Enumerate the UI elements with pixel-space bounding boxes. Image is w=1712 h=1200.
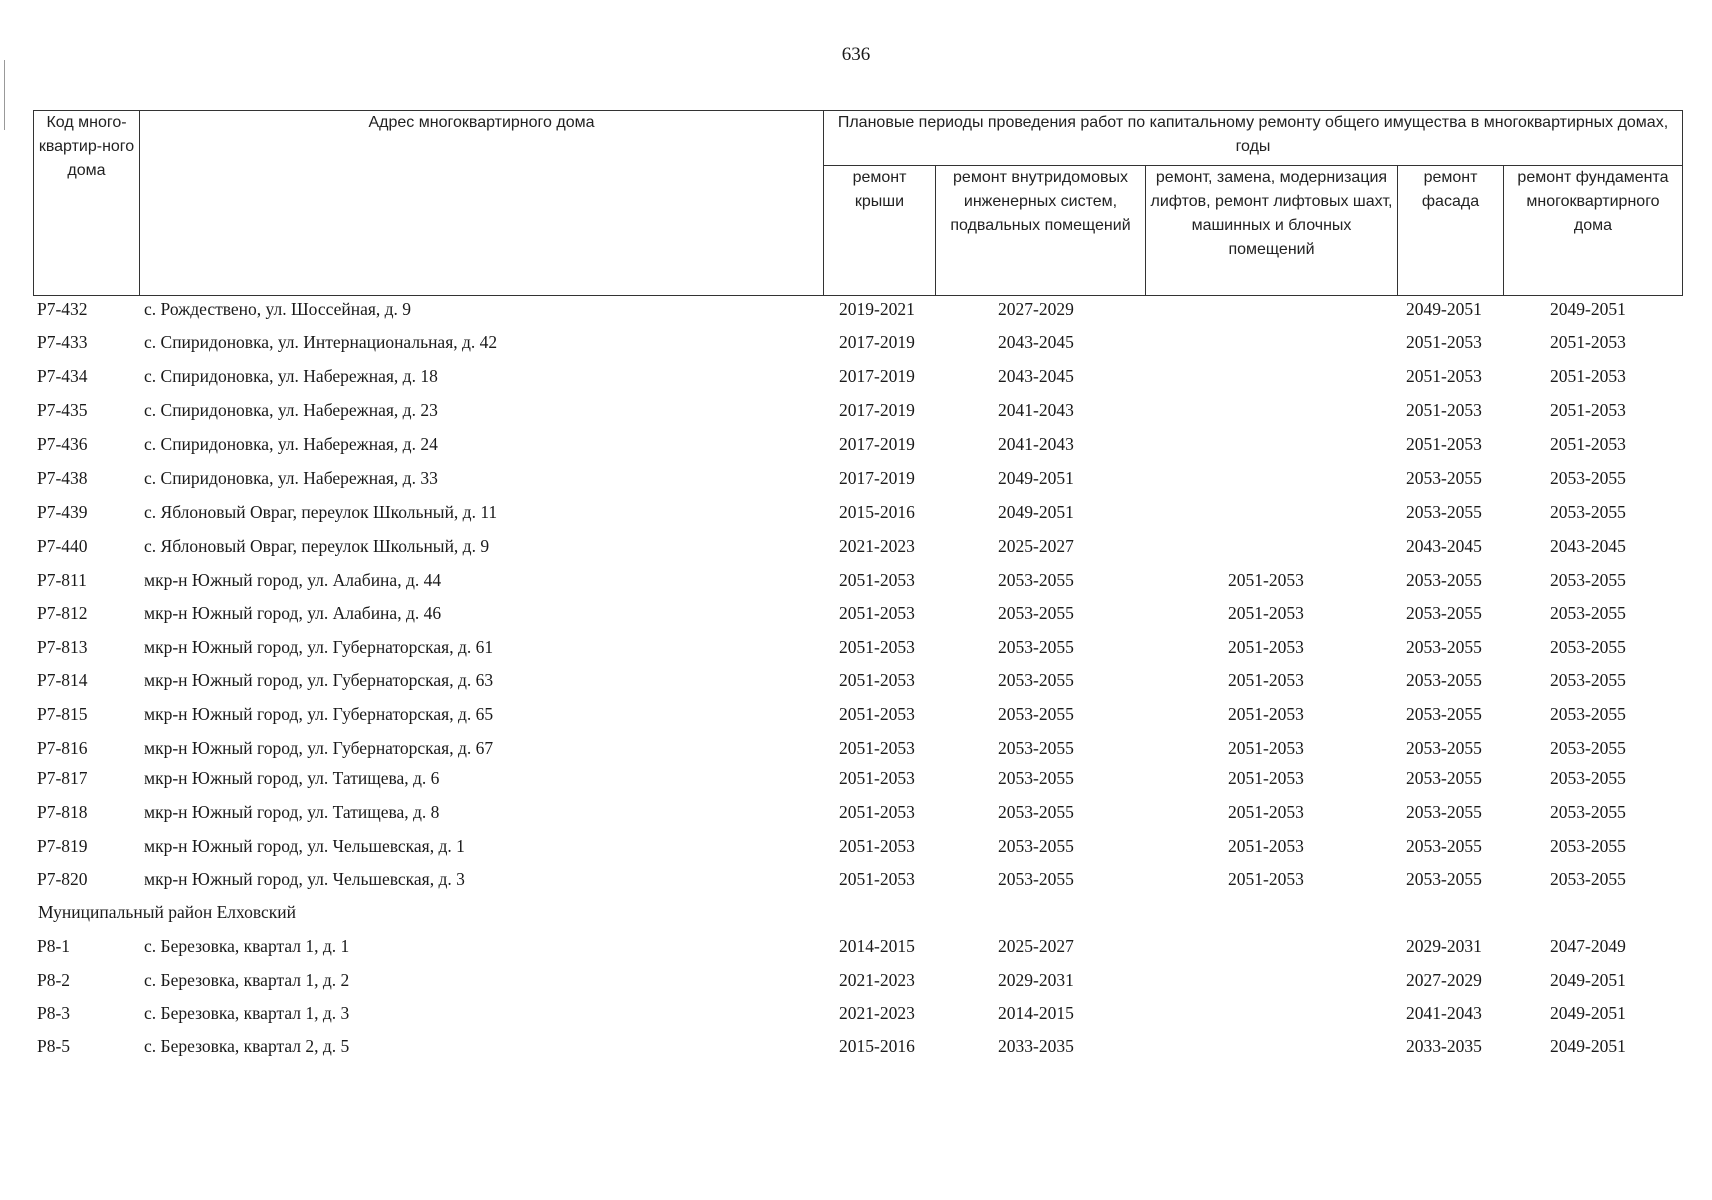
cell-roof: 2021-2023 — [839, 536, 915, 556]
cell-code: Р7-816 — [37, 738, 88, 758]
cell-engineering: 2053-2055 — [998, 738, 1074, 758]
header-engineering: ремонт внутридомовых инженерных систем, подвальных помещений — [936, 166, 1146, 296]
cell-foundation: 2043-2045 — [1550, 536, 1626, 556]
cell-roof: 2021-2023 — [839, 970, 915, 990]
cell-roof: 2051-2053 — [839, 704, 915, 724]
cell-facade: 2053-2055 — [1406, 738, 1482, 758]
cell-facade: 2053-2055 — [1406, 603, 1482, 623]
cell-roof: 2015-2016 — [839, 502, 915, 522]
cell-code: Р7-436 — [37, 434, 88, 454]
cell-foundation: 2051-2053 — [1550, 434, 1626, 454]
cell-engineering: 2053-2055 — [998, 670, 1074, 690]
cell-facade: 2053-2055 — [1406, 869, 1482, 889]
cell-code: Р7-813 — [37, 637, 88, 657]
cell-engineering: 2014-2015 — [998, 1003, 1074, 1023]
cell-foundation: 2053-2055 — [1550, 468, 1626, 488]
cell-foundation: 2049-2051 — [1550, 299, 1626, 319]
cell-engineering: 2043-2045 — [998, 366, 1074, 386]
cell-foundation: 2049-2051 — [1550, 970, 1626, 990]
cell-facade: 2053-2055 — [1406, 502, 1482, 522]
cell-facade: 2051-2053 — [1406, 366, 1482, 386]
cell-engineering: 2053-2055 — [998, 570, 1074, 590]
cell-engineering: 2053-2055 — [998, 704, 1074, 724]
scan-edge-line — [4, 60, 5, 130]
cell-engineering: 2053-2055 — [998, 802, 1074, 822]
cell-address: с. Спиридоновка, ул. Интернациональная, д. 42 — [144, 332, 498, 352]
cell-roof: 2051-2053 — [839, 570, 915, 590]
cell-engineering: 2025-2027 — [998, 936, 1074, 956]
cell-address: мкр-н Южный город, ул. Губернаторская, д. 63 — [144, 670, 494, 690]
cell-roof: 2051-2053 — [839, 836, 915, 856]
cell-roof: 2017-2019 — [839, 434, 915, 454]
cell-address: с. Спиридоновка, ул. Набережная, д. 23 — [144, 400, 438, 420]
cell-code: Р7-433 — [37, 332, 88, 352]
cell-roof: 2017-2019 — [839, 332, 915, 352]
cell-facade: 2053-2055 — [1406, 768, 1482, 788]
header-roof: ремонт крыши — [824, 166, 936, 296]
cell-facade: 2027-2029 — [1406, 970, 1482, 990]
cell-roof: 2051-2053 — [839, 802, 915, 822]
cell-foundation: 2053-2055 — [1550, 637, 1626, 657]
cell-facade: 2051-2053 — [1406, 434, 1482, 454]
cell-code: Р7-814 — [37, 670, 88, 690]
cell-code: Р7-434 — [37, 366, 88, 386]
header-address: Адрес многоквартирного дома — [140, 111, 824, 296]
cell-address: мкр-н Южный город, ул. Татищева, д. 6 — [144, 768, 440, 788]
cell-roof: 2015-2016 — [839, 1036, 915, 1056]
cell-roof: 2051-2053 — [839, 768, 915, 788]
cell-code: Р7-439 — [37, 502, 88, 522]
cell-code: Р7-820 — [37, 869, 88, 889]
cell-roof: 2051-2053 — [839, 738, 915, 758]
table-header — [33, 110, 1683, 296]
cell-code: Р8-1 — [37, 936, 71, 956]
cell-address: мкр-н Южный город, ул. Алабина, д. 44 — [144, 570, 442, 590]
cell-address: мкр-н Южный город, ул. Алабина, д. 46 — [144, 603, 442, 623]
cell-foundation: 2053-2055 — [1550, 802, 1626, 822]
cell-roof: 2051-2053 — [839, 670, 915, 690]
cell-code: Р8-5 — [37, 1036, 71, 1056]
cell-engineering: 2033-2035 — [998, 1036, 1074, 1056]
cell-engineering: 2027-2029 — [998, 299, 1074, 319]
cell-facade: 2053-2055 — [1406, 570, 1482, 590]
cell-facade: 2053-2055 — [1406, 468, 1482, 488]
cell-facade: 2051-2053 — [1406, 332, 1482, 352]
cell-code: Р7-432 — [37, 299, 88, 319]
cell-foundation: 2053-2055 — [1550, 836, 1626, 856]
cell-lifts: 2051-2053 — [1228, 603, 1304, 623]
cell-address: с. Березовка, квартал 2, д. 5 — [144, 1036, 350, 1056]
cell-address: с. Спиридоновка, ул. Набережная, д. 33 — [144, 468, 438, 488]
cell-foundation: 2049-2051 — [1550, 1036, 1626, 1056]
header-code: Код много-квартир-ного дома — [34, 111, 140, 296]
cell-roof: 2021-2023 — [839, 1003, 915, 1023]
cell-engineering: 2053-2055 — [998, 869, 1074, 889]
cell-facade: 2033-2035 — [1406, 1036, 1482, 1056]
cell-address: с. Яблоновый Овраг, переулок Школьный, д. 9 — [144, 536, 490, 556]
cell-code: Р7-440 — [37, 536, 88, 556]
cell-address: с. Березовка, квартал 1, д. 1 — [144, 936, 350, 956]
cell-code: Р7-819 — [37, 836, 88, 856]
cell-address: мкр-н Южный город, ул. Татищева, д. 8 — [144, 802, 440, 822]
header-periods: Плановые периоды проведения работ по капитальному ремонту общего имущества в многоквартирных домах, годы — [824, 111, 1683, 166]
cell-code: Р7-811 — [37, 570, 87, 590]
cell-roof: 2014-2015 — [839, 936, 915, 956]
cell-foundation: 2053-2055 — [1550, 768, 1626, 788]
cell-roof: 2051-2053 — [839, 603, 915, 623]
cell-foundation: 2051-2053 — [1550, 400, 1626, 420]
cell-engineering: 2049-2051 — [998, 468, 1074, 488]
cell-address: мкр-н Южный город, ул. Чельшевская, д. 3 — [144, 869, 465, 889]
cell-lifts: 2051-2053 — [1228, 869, 1304, 889]
cell-facade: 2053-2055 — [1406, 836, 1482, 856]
cell-engineering: 2041-2043 — [998, 400, 1074, 420]
cell-roof: 2051-2053 — [839, 637, 915, 657]
cell-address: мкр-н Южный город, ул. Губернаторская, д. 61 — [144, 637, 494, 657]
cell-facade: 2053-2055 — [1406, 670, 1482, 690]
cell-engineering: 2029-2031 — [998, 970, 1074, 990]
cell-lifts: 2051-2053 — [1228, 738, 1304, 758]
cell-foundation: 2053-2055 — [1550, 502, 1626, 522]
cell-roof: 2051-2053 — [839, 869, 915, 889]
cell-code: Р8-3 — [37, 1003, 71, 1023]
cell-code: Р7-815 — [37, 704, 88, 724]
cell-facade: 2053-2055 — [1406, 704, 1482, 724]
cell-code: Р7-435 — [37, 400, 88, 420]
cell-code: Р8-2 — [37, 970, 71, 990]
cell-foundation: 2053-2055 — [1550, 570, 1626, 590]
cell-engineering: 2025-2027 — [998, 536, 1074, 556]
cell-facade: 2049-2051 — [1406, 299, 1482, 319]
cell-engineering: 2049-2051 — [998, 502, 1074, 522]
cell-engineering: 2043-2045 — [998, 332, 1074, 352]
cell-facade: 2041-2043 — [1406, 1003, 1482, 1023]
cell-engineering: 2053-2055 — [998, 637, 1074, 657]
cell-roof: 2017-2019 — [839, 468, 915, 488]
cell-address: с. Березовка, квартал 1, д. 3 — [144, 1003, 350, 1023]
cell-address: с. Яблоновый Овраг, переулок Школьный, д. 11 — [144, 502, 498, 522]
cell-foundation: 2049-2051 — [1550, 1003, 1626, 1023]
cell-code: Р7-438 — [37, 468, 88, 488]
cell-lifts: 2051-2053 — [1228, 768, 1304, 788]
cell-code: Р7-812 — [37, 603, 88, 623]
header-foundation: ремонт фундамента многоквартирного дома — [1504, 166, 1683, 296]
cell-foundation: 2053-2055 — [1550, 670, 1626, 690]
cell-address: с. Рождествено, ул. Шоссейная, д. 9 — [144, 299, 412, 319]
header-facade: ремонт фасада — [1398, 166, 1504, 296]
cell-facade: 2043-2045 — [1406, 536, 1482, 556]
cell-foundation: 2053-2055 — [1550, 738, 1626, 758]
cell-facade: 2029-2031 — [1406, 936, 1482, 956]
cell-address: с. Спиридоновка, ул. Набережная, д. 18 — [144, 366, 438, 386]
cell-lifts: 2051-2053 — [1228, 802, 1304, 822]
cell-facade: 2053-2055 — [1406, 802, 1482, 822]
cell-foundation: 2047-2049 — [1550, 936, 1626, 956]
cell-code: Р7-818 — [37, 802, 88, 822]
cell-engineering: 2053-2055 — [998, 768, 1074, 788]
cell-lifts: 2051-2053 — [1228, 704, 1304, 724]
cell-address: мкр-н Южный город, ул. Чельшевская, д. 1 — [144, 836, 465, 856]
cell-foundation: 2053-2055 — [1550, 603, 1626, 623]
header-lifts: ремонт, замена, модернизация лифтов, ремонт лифтовых шахт, машинных и блочных помещений — [1146, 166, 1398, 296]
cell-lifts: 2051-2053 — [1228, 637, 1304, 657]
cell-lifts: 2051-2053 — [1228, 670, 1304, 690]
cell-roof: 2019-2021 — [839, 299, 915, 319]
cell-address: мкр-н Южный город, ул. Губернаторская, д. 65 — [144, 704, 494, 724]
cell-roof: 2017-2019 — [839, 400, 915, 420]
cell-engineering: 2041-2043 — [998, 434, 1074, 454]
page-number: 636 — [841, 44, 871, 65]
cell-facade: 2053-2055 — [1406, 637, 1482, 657]
cell-address: с. Спиридоновка, ул. Набережная, д. 24 — [144, 434, 438, 454]
cell-roof: 2017-2019 — [839, 366, 915, 386]
cell-engineering: 2053-2055 — [998, 603, 1074, 623]
cell-address: с. Березовка, квартал 1, д. 2 — [144, 970, 350, 990]
cell-lifts: 2051-2053 — [1228, 570, 1304, 590]
cell-foundation: 2053-2055 — [1550, 704, 1626, 724]
section-title: Муниципальный район Елховский — [38, 902, 296, 922]
cell-facade: 2051-2053 — [1406, 400, 1482, 420]
cell-foundation: 2051-2053 — [1550, 332, 1626, 352]
cell-engineering: 2053-2055 — [998, 836, 1074, 856]
cell-foundation: 2051-2053 — [1550, 366, 1626, 386]
cell-foundation: 2053-2055 — [1550, 869, 1626, 889]
cell-address: мкр-н Южный город, ул. Губернаторская, д. 67 — [144, 738, 494, 758]
cell-code: Р7-817 — [37, 768, 88, 788]
cell-lifts: 2051-2053 — [1228, 836, 1304, 856]
